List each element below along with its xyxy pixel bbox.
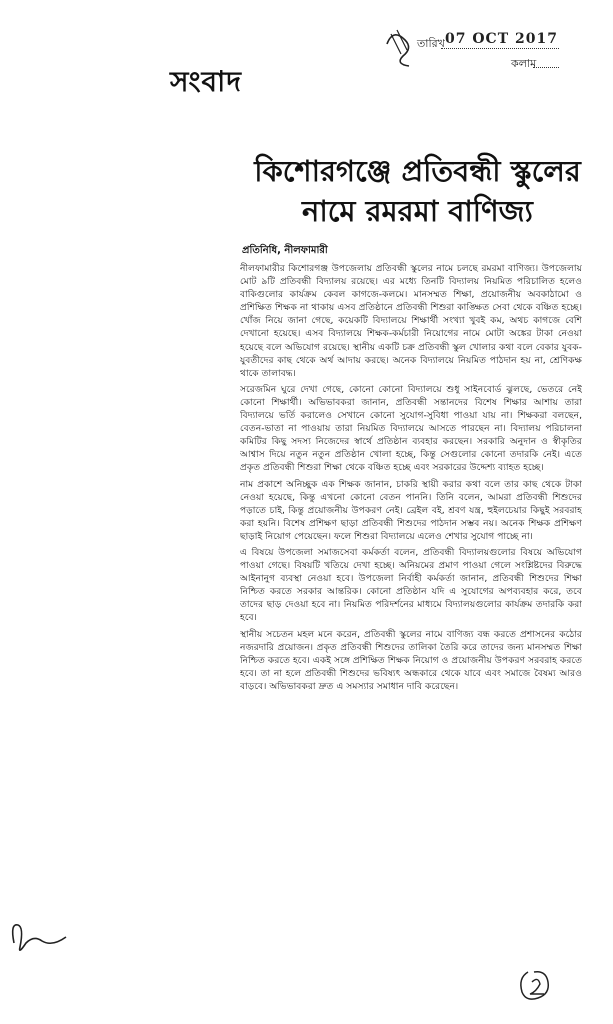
headline-line-2: নামে রমরমা বাণিজ্য [302,194,533,228]
handwritten-initials-icon [8,913,70,959]
article-paragraph: স্থানীয় সচেতন মহল মনে করেন, প্রতিবন্ধী স্কুলের নামে বাণিজ্য বন্ধ করতে প্রশাসনের কঠোর নজরদারি প্রয়োজন। প্রকৃত প্রতিবন্ধী শিশুদের তালিকা তৈরি করে তাদের জন্য মানসম্মত শিক্ষা নিশ্চিত করতে হবে। একই সঙ্গে প্রশিক্ষিত শিক্ষক নিয়োগ ও প্রয়োজনীয় উপকরণ সরবরাহ করতে হবে। তা না হলে প্রতিবন্ধী শিশুদের ভবিষ্যৎ অন্ধকারে থেকে যাবে এবং সমাজে বৈষম্য আরও বাড়বে। অভিভাবকরা দ্রুত এ সমস্যার সমাধান দাবি করেছেন। [240,628,582,692]
article-body [240,262,582,852]
article-paragraph: নাম প্রকাশে অনিচ্ছুক এক শিক্ষক জানান, চাকরি স্থায়ী করার কথা বলে তার কাছ থেকে টাকা নেওয়া হয়েছে, কিন্তু এখনো কোনো বেতন পাননি। তিনি বলেন, আমরা প্রতিবন্ধী শিশুদের পড়াতে চাই, কিন্তু প্রয়োজনীয় উপকরণ নেই। ব্রেইল বই, শ্রবণ যন্ত্র, হুইলচেয়ার কিছুই সরবরাহ করা হয়নি। বিশেষ প্রশিক্ষণ ছাড়া প্রতিবন্ধী শিশুদের পাঠদান সম্ভব নয়। অনেক শিক্ষক প্রশিক্ষণ ছাড়াই নিয়োগ পেয়েছেন। ফলে শিশুরা বিদ্যালয়ে এলেও শেখার সুযোগ পাচ্ছে না। [240,478,582,542]
article-paragraph: নীলফামারীর কিশোরগঞ্জ উপজেলায় প্রতিবন্ধী স্কুলের নামে চলছে রমরমা বাণিজ্য। উপজেলায় মোট ৯টি প্রতিবন্ধী বিদ্যালয় রয়েছে। এর মধ্যে তিনটি বিদ্যালয় নিয়মিত পরিচালিত হলেও বাকিগুলোর কার্যক্রম কেবল কাগজে-কলমে। মানসম্মত শিক্ষা, প্রয়োজনীয় অবকাঠামো ও প্রশিক্ষিত শিক্ষক না থাকায় এসব প্রতিষ্ঠানে প্রতিবন্ধী শিশুরা কাঙ্ক্ষিত সেবা থেকে বঞ্চিত হচ্ছে। খোঁজ নিয়ে জানা গেছে, কয়েকটি বিদ্যালয়ে শিক্ষার্থী সংখ্যা খুবই কম, অথচ কাগজে বেশি দেখানো হয়েছে। এসব বিদ্যালয়ে শিক্ষক-কর্মচারী নিয়োগের নামে মোটা অঙ্কের টাকা নেওয়া হয়েছে বলে অভিযোগ রয়েছে। স্থানীয় একটি চক্র প্রতিবন্ধী স্কুল খোলার কথা বলে বেকার যুবক-যুবতীদের কাছ থেকে অর্থ আদায় করছে। অনেক বিদ্যালয়ে নিয়মিত পাঠদান হয় না, শ্রেণিকক্ষ থাকে তালাবদ্ধ। [240,263,582,379]
article-byline: প্রতিনিধি, নীলফামারী [242,245,328,256]
article-paragraph: সরেজমিন ঘুরে দেখা গেছে, কোনো কোনো বিদ্যালয়ে শুধু সাইনবোর্ড ঝুলছে, ভেতরে নেই কোনো শিক্ষার্থী। অভিভাবকরা জানান, প্রতিবন্ধী সন্তানদের বিশেষ শিক্ষার আশায় তারা বিদ্যালয়ে ভর্তি করালেও সেখানে কোনো সুযোগ-সুবিধা পাওয়া যায় না। শিক্ষকরা বলছেন, বেতন-ভাতা না পাওয়ায় তারা নিয়মিত বিদ্যালয়ে আসতে পারছেন না। বিদ্যালয় পরিচালনা কমিটির কিছু সদস্য নিজেদের স্বার্থে প্রতিষ্ঠান ব্যবহার করছেন। সরকারি অনুদান ও স্বীকৃতির আশ্বাস দিয়ে নতুন নতুন প্রতিষ্ঠান খোলা হচ্ছে, কিন্তু সেগুলোর কোনো তদারকি নেই। এতে প্রকৃত প্রতিবন্ধী শিশুরা শিক্ষা থেকে বঞ্চিত হচ্ছে এবং সরকারের উদ্দেশ্য ব্যাহত হচ্ছে। [240,383,582,474]
article-paragraph: এ বিষয়ে উপজেলা সমাজসেবা কর্মকর্তা বলেন, প্রতিবন্ধী বিদ্যালয়গুলোর বিষয়ে অভিযোগ পাওয়া গেছে। বিষয়টি খতিয়ে দেখা হচ্ছে। অনিয়মের প্রমাণ পাওয়া গেলে সংশ্লিষ্টদের বিরুদ্ধে আইনানুগ ব্যবস্থা নেওয়া হবে। উপজেলা নির্বাহী কর্মকর্তা জানান, প্রতিবন্ধী শিশুদের শিক্ষা নিশ্চিত করতে সরকার আন্তরিক। কোনো প্রতিষ্ঠান যদি এ সুযোগের অপব্যবহার করে, তবে তাদের ছাড় দেওয়া হবে না। নিয়মিত পরিদর্শনের মাধ্যমে বিদ্যালয়গুলোর কার্যক্রম তদারকি করা হবে। [240,546,582,624]
stamp-date: 07 OCT 2017 [445,31,558,47]
stamp-column-label: কলাম [511,57,537,70]
archive-stamp [383,26,559,70]
stamp-divider [441,48,559,49]
stamp-divider-2 [533,67,559,68]
headline-line-1: কিশোরগঞ্জে প্রতিবন্ধী স্কুলের [254,154,581,188]
stamp-date-label: তারিখ [417,37,445,50]
newspaper-name: সংবাদ [170,65,242,98]
handwritten-page-number-icon [514,964,558,1004]
article-headline [245,154,590,228]
